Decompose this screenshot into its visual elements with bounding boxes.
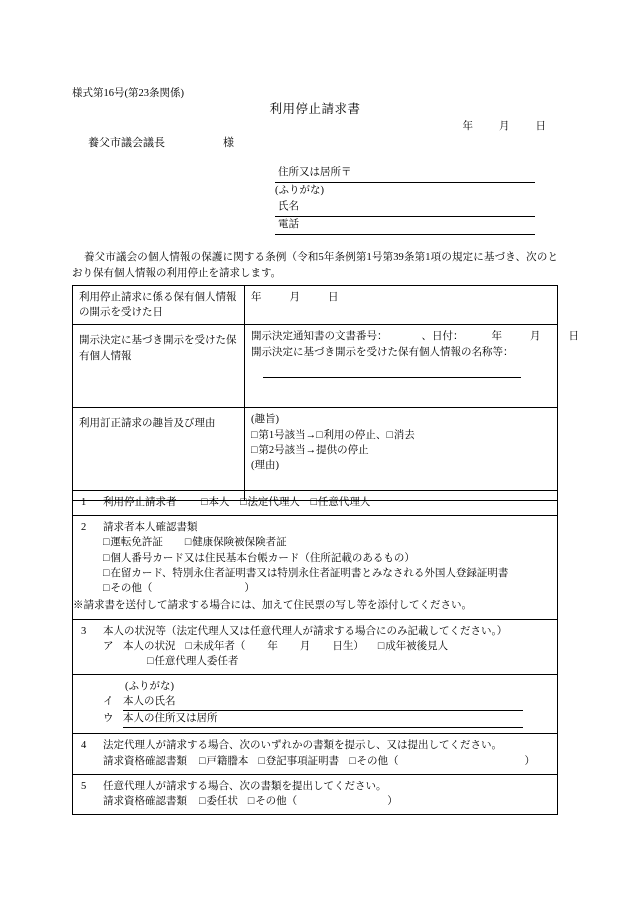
- minor-birth-month: 月: [299, 640, 311, 652]
- applicant-kana-label: (ふりがな): [275, 185, 324, 196]
- header-date-day: 日: [535, 121, 546, 132]
- disclosure-notice-line: [251, 329, 579, 344]
- principal-status-line-a[interactable]: [81, 639, 551, 654]
- table-row: [73, 516, 558, 619]
- checkbox-health-insurance-card[interactable]: □ 健康保険被保険者証: [185, 535, 287, 550]
- principal-name-line[interactable]: [81, 694, 551, 711]
- disclosure-date-year: 年: [251, 292, 262, 303]
- checkbox-registration-certificate[interactable]: □ 登記事項証明書: [258, 754, 339, 769]
- table-row: [73, 408, 558, 501]
- legal-representative-heading: [81, 738, 551, 753]
- table-row: [73, 286, 558, 325]
- checkbox-self[interactable]: □ 本人: [201, 495, 229, 510]
- principal-status-sub-label: 本人の状況: [123, 640, 176, 652]
- principal-kana-label: (ふりがな): [125, 681, 174, 693]
- principal-status-cell[interactable]: [73, 619, 558, 675]
- identity-documents-cell[interactable]: [73, 516, 558, 619]
- checkbox-legal-representative[interactable]: □ 法定代理人: [240, 495, 300, 510]
- applicant-name-label: 氏名: [278, 201, 299, 212]
- checkbox-voluntary-other[interactable]: □ その他（: [248, 794, 297, 809]
- addressee: [88, 135, 234, 152]
- checkbox-stop-use[interactable]: □ 利用の停止、: [316, 428, 386, 443]
- legal-representative-cell[interactable]: [73, 734, 558, 774]
- voluntary-representative-options[interactable]: [81, 794, 551, 809]
- checkbox-residence-card[interactable]: □ 在留カード、特別永住者証明書又は特別永住者証明書とみなされる外国人登録証明書: [103, 566, 508, 581]
- doc-date-year: 年: [491, 331, 502, 343]
- legal-other-close-paren: ）: [524, 755, 536, 767]
- requester-type-cell[interactable]: [73, 491, 558, 516]
- principal-identity-cell[interactable]: [73, 675, 558, 734]
- voluntary-representative-cell[interactable]: [73, 774, 558, 814]
- legal-doc-label: 請求資格確認書類: [103, 755, 187, 767]
- disclosed-info-name-input[interactable]: [263, 376, 521, 378]
- doc-number-label: 開示決定通知書の文書番号：: [251, 331, 388, 343]
- purpose-reason-cell[interactable]: [245, 408, 558, 501]
- minor-birth-day: 日生）: [332, 640, 364, 652]
- principal-status-label: 本人の状況等（法定代理人又は任意代理人が請求する場合にのみ記載してください。）: [103, 625, 508, 637]
- header-date-year: 年: [462, 121, 473, 132]
- checkbox-minor[interactable]: □ 未成年者（: [186, 639, 246, 654]
- requester-details-table: [72, 490, 558, 815]
- voluntary-doc-label: 請求資格確認書類: [103, 796, 187, 808]
- row-label-purpose-reason: 利用訂正請求の趣旨及び理由: [73, 408, 245, 501]
- checkbox-other-document[interactable]: □ その他（: [103, 581, 152, 596]
- voluntary-representative-heading: [81, 779, 551, 794]
- identity-documents-line-4[interactable]: [81, 581, 551, 596]
- header-date-month: 月: [499, 121, 510, 132]
- page-title: 利用停止請求書: [269, 102, 361, 116]
- identity-documents-line-3[interactable]: [81, 566, 551, 581]
- table-row: [73, 734, 558, 774]
- sub-marker-u: ウ: [103, 713, 114, 725]
- disclosure-date-cell[interactable]: [245, 286, 558, 325]
- addressee-honorific: 様: [223, 137, 234, 149]
- checkbox-voluntary-representative[interactable]: □ 任意代理人: [311, 495, 371, 510]
- checkbox-legal-other[interactable]: □ その他（: [349, 754, 398, 769]
- doc-date-label: 、日付：: [421, 331, 464, 343]
- checkbox-voluntary-delegator[interactable]: □ 任意代理人委任者: [147, 654, 238, 669]
- checkbox-erase[interactable]: □ 消去: [386, 428, 414, 443]
- principal-status-line-b[interactable]: [81, 654, 551, 669]
- disclosure-info-table: [72, 285, 579, 501]
- header-date-line: [0, 119, 558, 135]
- applicant-phone-label: 電話: [278, 219, 299, 230]
- applicant-name-field[interactable]: [275, 199, 535, 217]
- identity-documents-line-2[interactable]: [81, 551, 551, 566]
- row-number-2: 2: [81, 522, 87, 534]
- purpose-option-2[interactable]: [251, 443, 552, 458]
- principal-name-input[interactable]: [123, 694, 523, 711]
- row-number-3: 3: [81, 625, 87, 637]
- voluntary-representative-label: 任意代理人が請求する場合、次の書類を提出してください。: [103, 780, 387, 792]
- row-number-4: 4: [81, 740, 87, 752]
- legal-representative-options[interactable]: [81, 754, 551, 769]
- principal-address-label: 本人の住所又は居所: [123, 713, 218, 725]
- other-document-close-paren: ）: [244, 583, 255, 595]
- identity-documents-line-1[interactable]: [81, 535, 551, 550]
- row-number-5: 5: [81, 780, 87, 792]
- doc-date-month: 月: [530, 331, 541, 343]
- checkbox-drivers-license[interactable]: □ 運転免許証: [103, 535, 163, 550]
- table-row: [73, 774, 558, 814]
- purpose-option-1[interactable]: [251, 428, 552, 443]
- disclosed-info-cell[interactable]: [245, 325, 579, 408]
- checkbox-adult-ward[interactable]: □ 成年被後見人: [378, 639, 448, 654]
- row-label-disclosure-date: 利用停止請求に係る保有個人情報の開示を受けた日: [73, 286, 245, 325]
- disclosure-date-day: 日: [328, 292, 339, 303]
- identity-documents-note: ※請求書を送付して請求する場合には、加えて住民票の写し等を添付してください。: [73, 600, 472, 612]
- requester-type-label: 利用停止請求者: [103, 497, 177, 508]
- applicant-address-field[interactable]: [275, 165, 535, 183]
- identity-documents-heading: [81, 520, 551, 535]
- disclosure-date-month: 月: [289, 292, 300, 303]
- applicant-fields: [275, 165, 535, 235]
- row-number-1: 1: [81, 497, 87, 508]
- principal-status-heading: [81, 624, 551, 639]
- form-number: 様式第16号(第23条関係): [72, 88, 184, 99]
- row-label-disclosed-info: 開示決定に基づき開示を受けた保有個人情報: [73, 325, 245, 408]
- intro-paragraph: 養父市議会の個人情報の保護に関する条例（令和5年条例第1号第39条第1項の規定に基づき、次のとおり保有個人情報の利用停止を請求します。: [72, 252, 558, 280]
- checkbox-item-2[interactable]: □ 第2号該当→提供の停止: [251, 443, 369, 458]
- addressee-name: 養父市議会議長: [88, 137, 165, 149]
- reason-heading: (理由): [251, 460, 279, 472]
- table-row: [73, 675, 558, 734]
- applicant-phone-field[interactable]: [275, 217, 535, 235]
- applicant-address-label: 住所又は居所〒: [278, 167, 352, 178]
- checkbox-power-of-attorney[interactable]: □ 委任状: [199, 794, 238, 809]
- minor-birth-year: 年: [267, 640, 278, 652]
- principal-address-line[interactable]: [81, 711, 551, 728]
- legal-representative-label: 法定代理人が請求する場合、次のいずれかの書類を提示し、又は提出してください。: [103, 740, 502, 752]
- principal-address-input[interactable]: [123, 711, 523, 728]
- principal-name-label: 本人の氏名: [123, 696, 176, 708]
- table-row: [73, 325, 558, 408]
- disclosed-info-name-label: 開示決定に基づき開示を受けた保有個人情報の名称等：: [251, 346, 514, 358]
- identity-documents-label: 請求者本人確認書類: [103, 522, 198, 534]
- checkbox-item-1[interactable]: □ 第1号該当→: [251, 428, 316, 443]
- sub-marker-i: イ: [103, 696, 114, 708]
- voluntary-other-close-paren: ）: [387, 796, 398, 808]
- sub-marker-a: ア: [103, 640, 114, 652]
- table-row: [73, 491, 558, 516]
- checkbox-my-number-card[interactable]: □ 個人番号カード又は住民基本台帳カード（住所記載のあるもの）: [103, 551, 415, 566]
- checkbox-family-register[interactable]: □ 戸籍謄本: [199, 754, 248, 769]
- purpose-heading: (趣旨): [251, 414, 279, 426]
- table-row: [73, 619, 558, 675]
- doc-date-day: 日: [568, 331, 579, 343]
